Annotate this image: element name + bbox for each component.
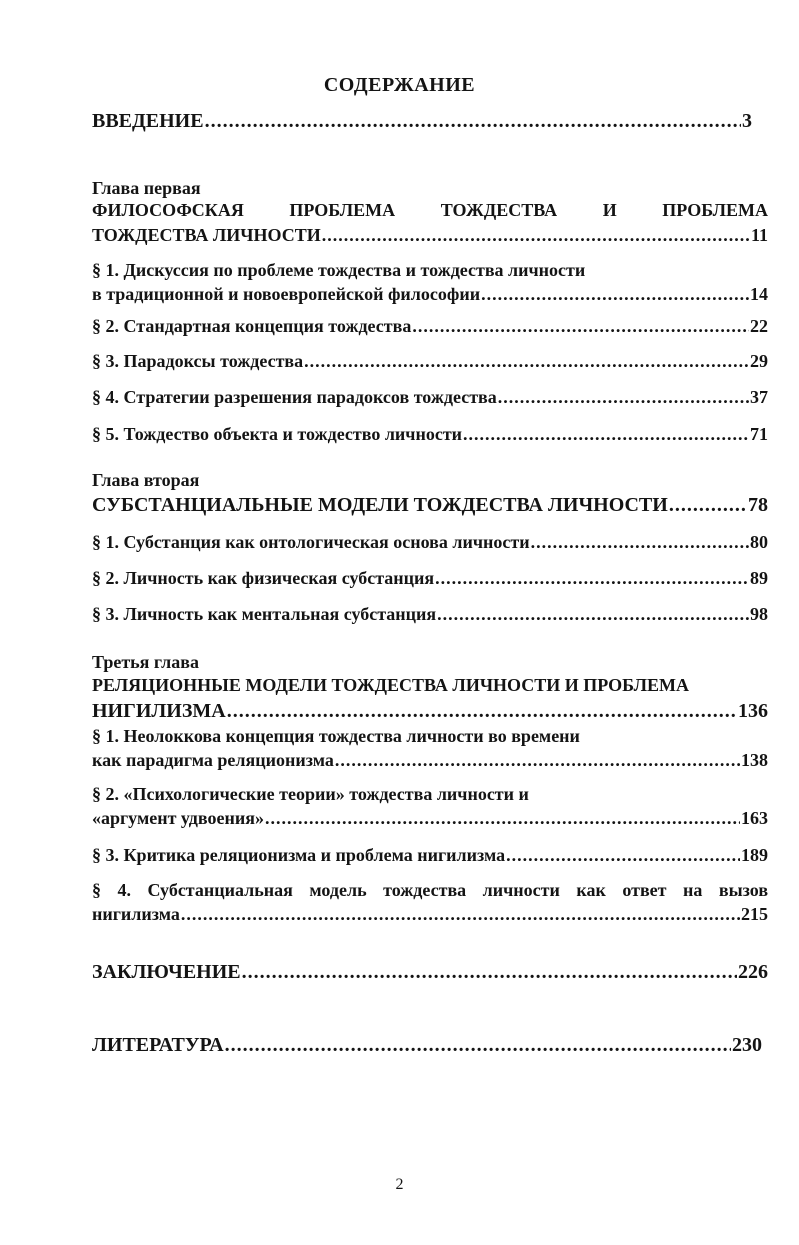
toc-page-number: 29 bbox=[750, 351, 768, 371]
toc-entry-line[interactable]: § 2. «Психологические теории» тождества личности и bbox=[92, 784, 529, 804]
toc-page-number: 37 bbox=[750, 387, 768, 407]
leader-dots bbox=[463, 424, 749, 445]
toc-entry-label: § 3. Парадоксы тождества bbox=[92, 351, 304, 371]
leader-dots bbox=[265, 808, 740, 829]
toc-entry-intro[interactable] bbox=[92, 110, 752, 133]
toc-page-number: 226 bbox=[738, 961, 768, 983]
leader-dots bbox=[181, 904, 740, 925]
toc-entry-ch3-s3[interactable] bbox=[92, 845, 768, 866]
toc-entry-ch3-s1[interactable] bbox=[92, 750, 768, 771]
toc-entry-conclusion[interactable] bbox=[92, 961, 768, 984]
toc-entry-ch1-s4[interactable] bbox=[92, 387, 768, 408]
toc-entry-line[interactable]: § 1. Дискуссия по проблеме тождества и тождества личности bbox=[92, 260, 586, 280]
title-word: 4. bbox=[117, 880, 131, 900]
toc-page-number: 138 bbox=[741, 750, 768, 770]
toc-page-number: 71 bbox=[750, 424, 768, 444]
chapter-label: Глава вторая bbox=[92, 470, 200, 490]
toc-page-number: 14 bbox=[750, 284, 768, 304]
toc-entry-label: ТОЖДЕСТВА ЛИЧНОСТИ bbox=[92, 225, 321, 245]
toc-entry-label: § 1. Субстанция как онтологическая основа личности bbox=[92, 532, 530, 552]
toc-entry-line[interactable] bbox=[92, 880, 768, 901]
chapter-label: Третья глава bbox=[92, 652, 199, 672]
leader-dots bbox=[205, 110, 741, 133]
toc-page-number: 163 bbox=[741, 808, 768, 828]
toc-page-number: 189 bbox=[741, 845, 768, 865]
toc-entry-label: в традиционной и новоевропейской философии bbox=[92, 284, 481, 304]
toc-entry-ch1-s2[interactable] bbox=[92, 316, 768, 337]
page-number: 2 bbox=[395, 1176, 404, 1193]
leader-dots bbox=[531, 532, 749, 553]
chapter-title-line[interactable] bbox=[92, 200, 768, 221]
toc-entry-ch1-s1[interactable] bbox=[92, 284, 768, 305]
toc-page-number: 136 bbox=[738, 700, 768, 722]
toc-entry-label: § 4. Стратегии разрешения парадоксов тождества bbox=[92, 387, 497, 407]
toc-entry-label: как парадигма реляционизма bbox=[92, 750, 334, 770]
leader-dots bbox=[498, 387, 749, 408]
toc-entry-chapter3[interactable] bbox=[92, 700, 768, 723]
toc-entry-label: § 3. Критика реляционизма и проблема нигилизма bbox=[92, 845, 506, 865]
toc-entry-ch1-s3[interactable] bbox=[92, 351, 768, 372]
toc-entry-label: НИГИЛИЗМА bbox=[92, 700, 226, 722]
leader-dots bbox=[242, 961, 737, 984]
toc-page-number: 230 bbox=[732, 1034, 762, 1056]
toc-page-number: 215 bbox=[741, 904, 768, 924]
toc-entry-label: «аргумент удвоения» bbox=[92, 808, 264, 828]
leader-dots bbox=[335, 750, 740, 771]
leader-dots bbox=[322, 225, 750, 246]
toc-page-number: 11 bbox=[750, 225, 768, 245]
toc-page-number: 80 bbox=[750, 532, 768, 552]
chapter-label: Глава первая bbox=[92, 178, 201, 198]
toc-entry-ch3-s2[interactable] bbox=[92, 808, 768, 829]
toc-entry-label: ВВЕДЕНИЕ bbox=[92, 110, 204, 132]
title-word: модель bbox=[309, 880, 367, 900]
toc-entry-ch2-s2[interactable] bbox=[92, 568, 768, 589]
title-word: ТОЖДЕСТВА bbox=[440, 200, 558, 220]
toc-entry-label: нигилизма bbox=[92, 904, 180, 924]
leader-dots bbox=[435, 568, 749, 589]
toc-entry-label: СУБСТАНЦИАЛЬНЫЕ МОДЕЛИ ТОЖДЕСТВА ЛИЧНОСТИ bbox=[92, 494, 668, 516]
leader-dots bbox=[669, 494, 747, 517]
toc-entry-label: § 5. Тождество объекта и тождество личности bbox=[92, 424, 463, 444]
toc-entry-label: § 3. Личность как ментальная субстанция bbox=[92, 604, 437, 624]
toc-entry-label: ЛИТЕРАТУРА bbox=[92, 1034, 224, 1056]
leader-dots bbox=[481, 284, 749, 305]
toc-entry-literature[interactable] bbox=[92, 1034, 762, 1057]
chapter-title-line[interactable]: РЕЛЯЦИОННЫЕ МОДЕЛИ ТОЖДЕСТВА ЛИЧНОСТИ И ПРОБЛЕМА bbox=[92, 675, 690, 695]
leader-dots bbox=[225, 1034, 731, 1057]
leader-dots bbox=[437, 604, 749, 625]
toc-entry-ch3-s4[interactable] bbox=[92, 904, 768, 925]
title-word: личности bbox=[482, 880, 560, 900]
toc-page-number: 78 bbox=[748, 494, 768, 516]
toc-entry-chapter1[interactable] bbox=[92, 225, 768, 246]
title-word: ПРОБЛЕМА bbox=[662, 200, 769, 220]
title-word: вызов bbox=[718, 880, 769, 900]
toc-page-number: 3 bbox=[742, 110, 752, 132]
toc-entry-label: ЗАКЛЮЧЕНИЕ bbox=[92, 961, 241, 983]
toc-entry-ch2-s1[interactable] bbox=[92, 532, 768, 553]
title-word: на bbox=[683, 880, 703, 900]
toc-entry-ch2-s3[interactable] bbox=[92, 604, 768, 625]
title-word: ответ bbox=[622, 880, 667, 900]
toc-entry-label: § 2. Стандартная концепция тождества bbox=[92, 316, 412, 336]
title-word: ПРОБЛЕМА bbox=[289, 200, 396, 220]
title-word: тождества bbox=[383, 880, 467, 900]
toc-entry-line[interactable]: § 1. Неолоккова концепция тождества личности во времени bbox=[92, 726, 580, 746]
title-word: ФИЛОСОФСКАЯ bbox=[92, 200, 244, 220]
toc-page-number: 22 bbox=[750, 316, 768, 336]
title-word: § bbox=[92, 880, 101, 900]
leader-dots bbox=[227, 700, 737, 723]
toc-entry-ch1-s5[interactable] bbox=[92, 424, 768, 445]
toc-entry-chapter2[interactable] bbox=[92, 494, 768, 517]
title-word: И bbox=[602, 200, 617, 220]
leader-dots bbox=[412, 316, 749, 337]
title-word: как bbox=[576, 880, 606, 900]
leader-dots bbox=[506, 845, 740, 866]
toc-entry-label: § 2. Личность как физическая субстанция bbox=[92, 568, 435, 588]
page-title: СОДЕРЖАНИЕ bbox=[323, 74, 476, 96]
toc-page-number: 89 bbox=[750, 568, 768, 588]
title-word: Субстанциальная bbox=[147, 880, 293, 900]
toc-page-number: 98 bbox=[750, 604, 768, 624]
leader-dots bbox=[304, 351, 749, 372]
